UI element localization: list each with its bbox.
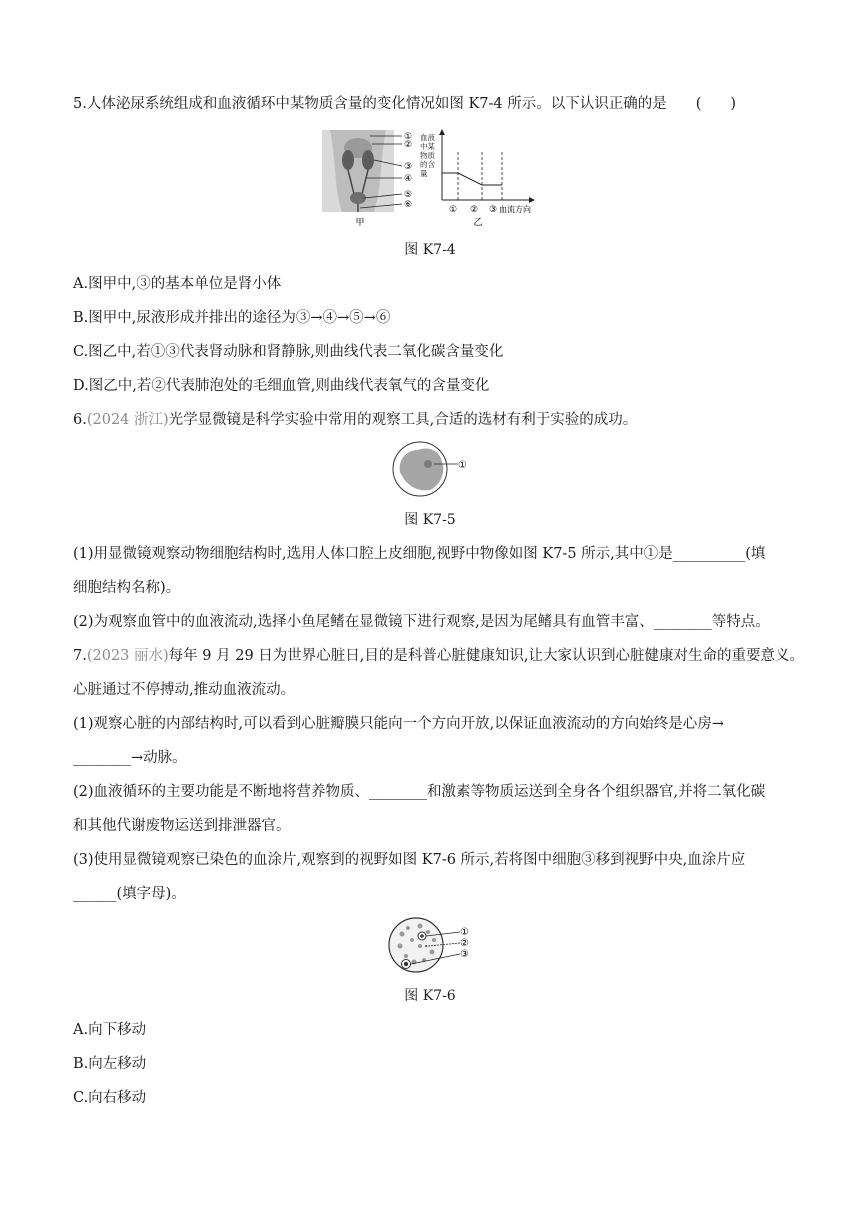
figure-k7-4 bbox=[318, 128, 540, 228]
figure-k7-6 bbox=[386, 916, 478, 974]
q6-sub1-line1: (1)用显微镜观察动物细胞结构时,选用人体口腔上皮细胞,视野中物像如图 K7-5 所示,其中①是__________(填 bbox=[73, 546, 766, 562]
q5-stem: 5.人体泌尿系统组成和血液循环中某物质含量的变化情况如图 K7-4 所示。以下认识正确的是 ( ) bbox=[73, 96, 737, 112]
q5-option-a: A.图甲中,③的基本单位是肾小体 bbox=[73, 276, 282, 292]
xtick-1: ① bbox=[449, 205, 458, 215]
xlabel: 血流方向 bbox=[499, 205, 531, 214]
q6-source: (2024 浙江) bbox=[86, 412, 169, 428]
figure-left-label: 甲 bbox=[355, 218, 365, 228]
marker-2: ② bbox=[404, 140, 413, 150]
figure-k7-4-caption: 图 K7-4 bbox=[404, 242, 456, 258]
marker-3: ③ bbox=[404, 162, 413, 172]
q7-sub1-line1: (1)观察心脏的内部结构时,可以看到心脏瓣膜只能向一个方向开放,以保证血液流动的方向始终是心房→ bbox=[73, 716, 724, 732]
content-graph bbox=[439, 129, 535, 203]
k7-5-marker-1: ① bbox=[458, 460, 467, 471]
q6-sub1-line2: 细胞结构名称)。 bbox=[73, 580, 181, 596]
figure-k7-5-caption: 图 K7-5 bbox=[404, 512, 456, 528]
q7-source: (2023 丽水) bbox=[86, 648, 169, 664]
q5-option-d: D.图乙中,若②代表肺泡处的毛细血管,则曲线代表氧气的含量变化 bbox=[73, 378, 490, 394]
k7-6-marker-2: ② bbox=[460, 938, 469, 949]
marker-6: ⑥ bbox=[404, 200, 413, 210]
figure-k7-6-caption: 图 K7-6 bbox=[404, 988, 456, 1004]
xtick-2: ② bbox=[470, 205, 479, 215]
q7-sub2-line1: (2)血液循环的主要功能是不断地将营养物质、________和激素等物质运送到全身各个组织器官,并将二氧化碳 bbox=[73, 784, 766, 800]
q7-number: 7. bbox=[73, 648, 87, 664]
q7-stem-text: 每年 9 月 29 日为世界心脏日,目的是科普心脏健康知识,让大家认识到心脏健康对生命的重要意义。 bbox=[168, 648, 804, 664]
ylabel-line-3: 物质 bbox=[420, 151, 435, 160]
marker-4: ④ bbox=[404, 174, 413, 184]
ylabel-line-2: 中某 bbox=[420, 142, 435, 151]
q7-option-c: C.向右移动 bbox=[73, 1090, 147, 1106]
marker-1: ① bbox=[404, 132, 413, 142]
q7-stem-line2: 心脏通过不停搏动,推动血液流动。 bbox=[73, 682, 296, 698]
marker-5: ⑤ bbox=[404, 190, 413, 200]
k7-6-marker-1: ① bbox=[460, 927, 469, 938]
q7-sub3-line2: ______(填字母)。 bbox=[73, 886, 186, 902]
k7-6-marker-3: ③ bbox=[460, 949, 469, 960]
q7-stem bbox=[73, 646, 804, 666]
ylabel-line-1: 血液 bbox=[420, 133, 435, 142]
xtick-3: ③ bbox=[489, 205, 498, 215]
figure-k7-5 bbox=[392, 440, 474, 498]
q6-stem bbox=[73, 410, 637, 430]
q7-option-a: A.向下移动 bbox=[73, 1022, 147, 1038]
figure-right-label: 乙 bbox=[473, 218, 483, 228]
q7-sub3-line1: (3)使用显微镜观察已染色的血涂片,观察到的视野如图 K7-6 所示,若将图中细胞③移到视野中央,血涂片应 bbox=[73, 852, 746, 868]
q7-option-b: B.向左移动 bbox=[73, 1056, 147, 1072]
q5-option-c: C.图乙中,若①③代表肾动脉和肾静脉,则曲线代表二氧化碳含量变化 bbox=[73, 344, 504, 360]
ylabel-line-4: 的含 bbox=[420, 160, 435, 169]
q6-number: 6. bbox=[73, 412, 87, 428]
q6-stem-text: 光学显微镜是科学实验中常用的观察工具,合适的选材有利于实验的成功。 bbox=[168, 412, 638, 428]
q5-option-b: B.图甲中,尿液形成并排出的途径为③→④→⑤→⑥ bbox=[73, 310, 391, 326]
ylabel-line-5: 量 bbox=[420, 169, 428, 178]
urinary-system-illustration bbox=[322, 130, 402, 212]
q7-sub2-line2: 和其他代谢废物运送到排泄器官。 bbox=[73, 818, 291, 834]
q6-sub2: (2)为观察血管中的血液流动,选择小鱼尾鳍在显微镜下进行观察,是因为尾鳍具有血管丰富、________等特点。 bbox=[73, 614, 770, 630]
q7-sub1-line2: ________→动脉。 bbox=[73, 750, 187, 766]
